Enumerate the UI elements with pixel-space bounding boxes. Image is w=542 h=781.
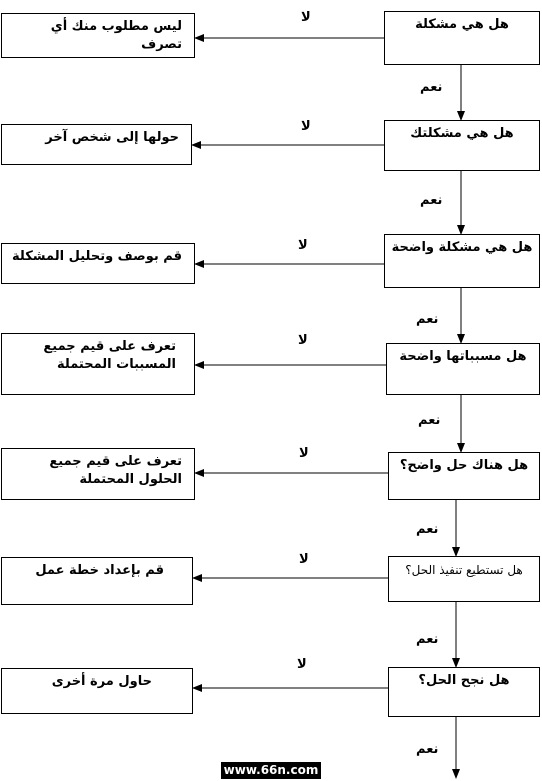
action-text-3: قم بوصف وتحليل المشكلة xyxy=(12,249,182,264)
question-text-1: هل هي مشكلة xyxy=(415,17,509,32)
yes-label-6: نعم xyxy=(416,632,439,647)
yes-label-3: نعم xyxy=(416,312,439,327)
question-text-3: هل هي مشكلة واضحة xyxy=(391,240,533,255)
action-text-4: تعرف على قيم جميع المسببات المحتملة xyxy=(43,339,176,372)
no-label-7: لا xyxy=(297,657,307,672)
yes-label-2: نعم xyxy=(420,193,443,208)
no-label-4: لا xyxy=(298,333,308,348)
action-box-7 xyxy=(1,668,193,714)
question-text-2: هل هي مشكلتك xyxy=(410,126,514,141)
question-box-5 xyxy=(388,452,540,500)
question-box-7 xyxy=(388,667,540,717)
action-text-5: تعرف على قيم جميع الحلول المحتملة xyxy=(49,454,182,487)
question-text-7: هل نجح الحل؟ xyxy=(418,673,510,688)
yes-label-4: نعم xyxy=(418,413,441,428)
action-text-7: حاول مرة أخرى xyxy=(51,674,152,689)
action-box-5 xyxy=(1,448,195,500)
yes-label-1: نعم xyxy=(420,80,443,95)
action-box-3 xyxy=(1,243,195,284)
no-label-3: لا xyxy=(298,238,308,253)
question-box-1 xyxy=(384,11,540,65)
no-label-2: لا xyxy=(301,119,311,134)
watermark: www.66n.com xyxy=(221,762,321,779)
action-text-2: حولها إلى شخص آخر xyxy=(45,130,179,145)
no-label-1: لا xyxy=(301,10,311,25)
question-box-4 xyxy=(386,343,540,395)
action-box-1 xyxy=(1,13,195,58)
action-box-4 xyxy=(1,333,195,395)
yes-label-7: نعم xyxy=(416,742,439,757)
action-box-6 xyxy=(1,557,193,605)
no-label-5: لا xyxy=(299,446,309,461)
question-box-6 xyxy=(388,556,540,602)
action-text-1: ليس مطلوب منك أي تصرف xyxy=(50,19,182,52)
question-text-4: هل مسبباتها واضحة xyxy=(399,349,527,364)
yes-label-5: نعم xyxy=(416,522,439,537)
no-label-6: لا xyxy=(299,552,309,567)
action-box-2 xyxy=(1,124,192,165)
question-text-5: هل هناك حل واضح؟ xyxy=(399,458,529,473)
question-text-6: هل تستطيع تنفيذ الحل؟ xyxy=(405,563,523,577)
action-text-6: قم بإعداد خطة عمل xyxy=(35,563,164,578)
question-box-3 xyxy=(384,234,540,288)
question-box-2 xyxy=(384,120,540,171)
